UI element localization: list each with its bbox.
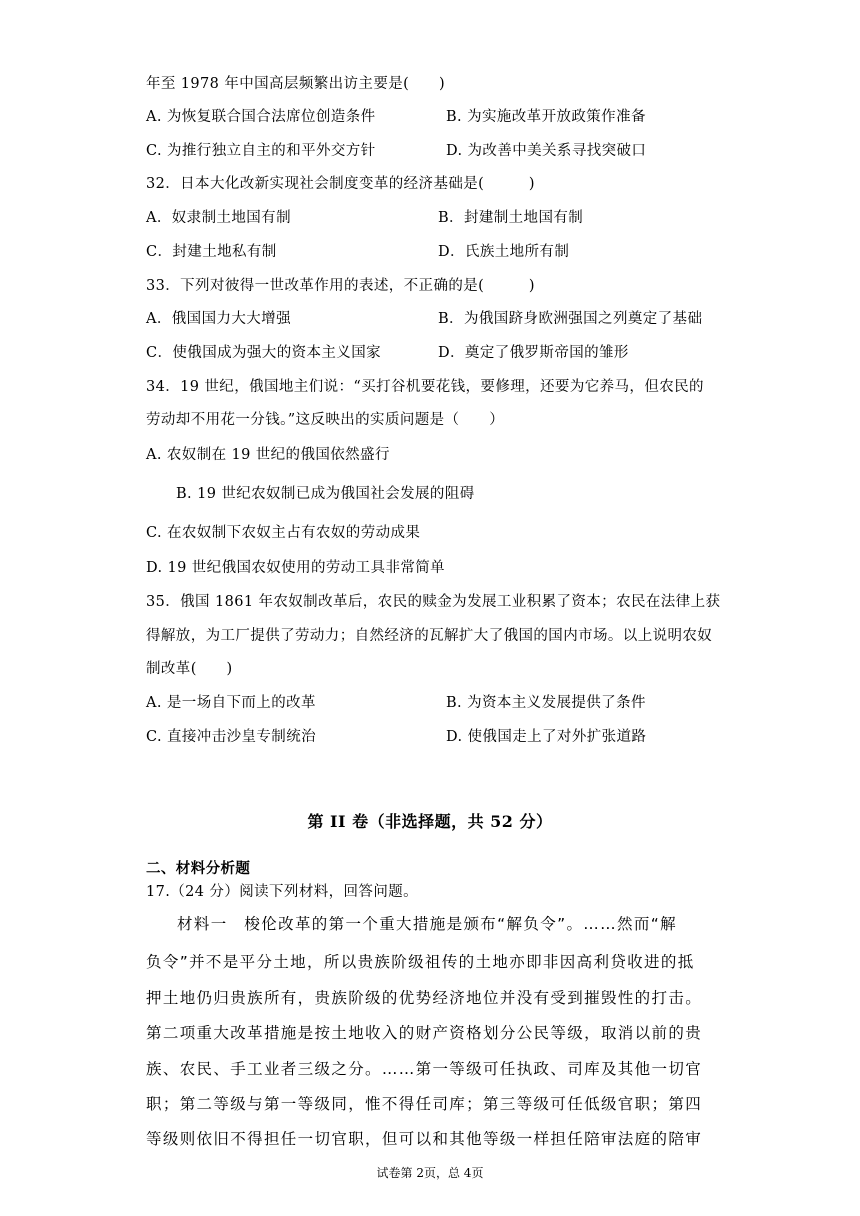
q32-option-b: B．封建制土地国有制: [438, 210, 584, 226]
q33-option-d: D．奠定了俄罗斯帝国的雏形: [438, 345, 629, 361]
q34-option-d: D. 19 世纪俄国农奴使用的劳动工具非常简单: [146, 560, 446, 576]
q34-stem-line2: 劳动却不用花一分钱。”这反映出的实质问题是（ ）: [146, 412, 505, 428]
q34-stem-line1: 34．19 世纪，俄国地主们说：“买打谷机要花钱，要修理，还要为它养马，但农民的: [146, 379, 704, 395]
material-line-4: 第二项重大改革措施是按土地收入的财产资格划分公民等级，取消以前的贵: [146, 1024, 703, 1042]
material-line-2: 负令”并不是平分土地，所以贵族阶级祖传的土地亦即非因高利贷收进的抵: [146, 953, 695, 971]
q35-option-a: A. 是一场自下而上的改革: [146, 695, 316, 711]
material-line-6: 职；第二等级与第一等级同，惟不得任司库；第三等级可任低级官职；第四: [146, 1095, 703, 1113]
q32-option-c: C．封建土地私有制: [146, 244, 277, 260]
q32-stem: 32．日本大化改新实现社会制度变革的经济基础是( ): [146, 176, 535, 192]
material-line-1: 材料一 梭伦改革的第一个重大措施是颁布“解负令”。……然而“解: [177, 915, 677, 933]
material-line-7: 等级则依旧不得担任一切官职，但可以和其他等级一样担任陪审法庭的陪审: [146, 1130, 703, 1148]
material-line-3: 押土地仍归贵族所有，贵族阶级的优势经济地位并没有受到摧毁性的打击。: [146, 989, 703, 1007]
q35-stem-line2: 得解放，为工厂提供了劳动力；自然经济的瓦解扩大了俄国的国内市场。以上说明农奴: [146, 628, 713, 644]
q34-option-b: B. 19 世纪农奴制已成为俄国社会发展的阻碍: [176, 486, 475, 502]
part-two-heading: 第 II 卷（非选择题，共 52 分）: [307, 812, 553, 831]
q35-option-b: B. 为资本主义发展提供了条件: [446, 695, 646, 711]
q31-option-a: A. 为恢复联合国合法席位创造条件: [146, 109, 376, 125]
q33-option-c: C．使俄国成为强大的资本主义国家: [146, 345, 381, 361]
q34-option-a: A. 农奴制在 19 世纪的俄国依然盛行: [146, 447, 390, 463]
q35-option-c: C. 直接冲击沙皇专制统治: [146, 729, 316, 745]
q34-option-c: C. 在农奴制下农奴主占有农奴的劳动成果: [146, 525, 421, 541]
q35-stem-line1: 35．俄国 1861 年农奴制改革后，农民的赎金为发展工业积累了资本；农民在法律上获: [146, 594, 721, 610]
section-title: 二、材料分析题: [146, 860, 251, 877]
q33-stem: 33．下列对彼得一世改革作用的表述，不正确的是( ): [146, 278, 535, 294]
q33-option-a: A．俄国国力大大增强: [146, 311, 291, 327]
q17-stem: 17.（24 分）阅读下列材料，回答问题。: [146, 884, 419, 900]
material-line-5: 族、农民、手工业者三级之分。……第一等级可任执政、司库及其他一切官: [146, 1060, 703, 1078]
q35-option-d: D. 使俄国走上了对外扩张道路: [446, 729, 647, 745]
q32-option-a: A．奴隶制土地国有制: [146, 210, 291, 226]
q35-stem-line3: 制改革( ): [146, 661, 233, 677]
q31-option-b: B. 为实施改革开放政策作准备: [446, 109, 646, 125]
q32-option-d: D．氏族土地所有制: [438, 244, 570, 260]
q31-stem-tail: 年至 1978 年中国高层频繁出访主要是( ): [146, 76, 446, 92]
q33-option-b: B．为俄国跻身欧洲强国之列奠定了基础: [438, 311, 703, 327]
page-footer: 试卷第 2页，总 4页: [376, 1166, 484, 1180]
q31-option-d: D. 为改善中美关系寻找突破口: [446, 143, 647, 159]
q31-option-c: C. 为推行独立自主的和平外交方针: [146, 143, 376, 159]
